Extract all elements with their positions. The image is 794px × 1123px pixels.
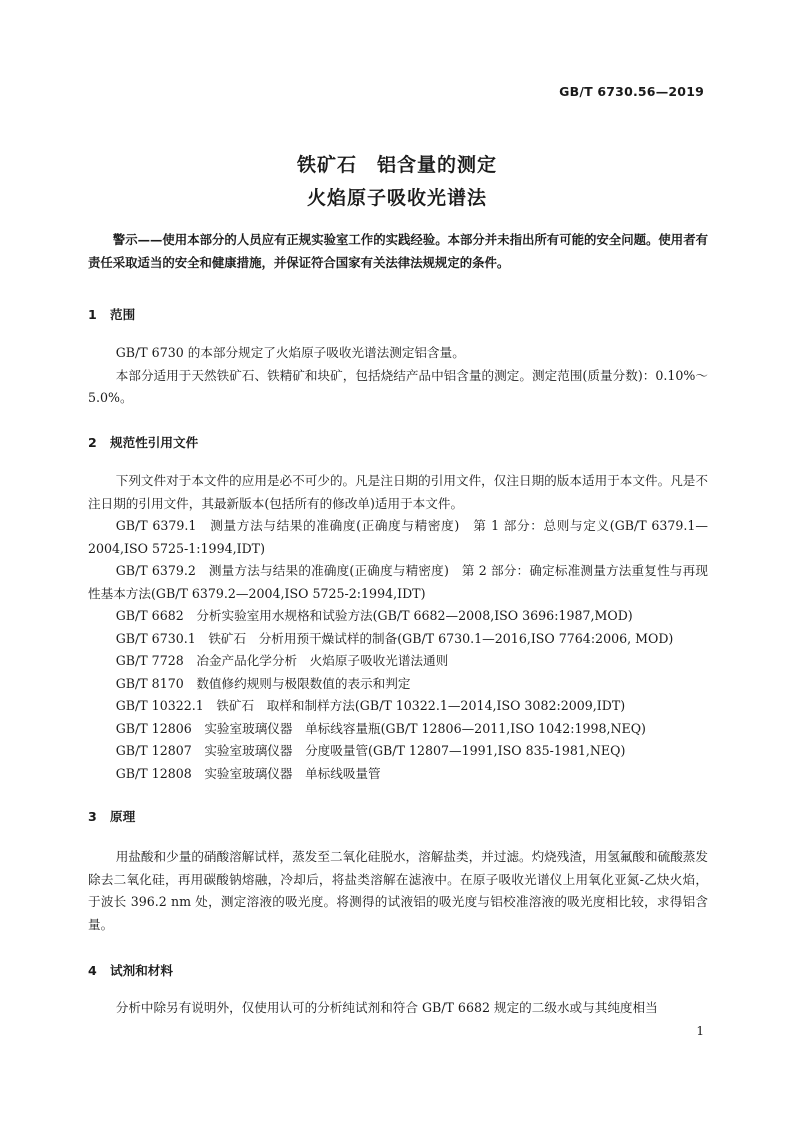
section-heading-scope <box>88 304 135 323</box>
paragraph: 本部分适用于天然铁矿石、铁精矿和块矿，包括烧结产品中铝含量的测定。测定范围(质量分数)：0.10%～5.0%。 <box>88 367 708 405</box>
paragraph: 分析中除另有说明外，仅使用认可的分析纯试剂和符合 GB/T 6682 规定的二级水或与其纯度相当 <box>115 1000 658 1015</box>
section-number: 1 <box>88 307 97 322</box>
safety-warning: 警示——使用本部分的人员应有正规实验室工作的实践经验。本部分并未指出所有可能的安全问题。使用者有责任采取适当的安全和健康措施，并保证符合国家有关法律法规规定的条件。 <box>88 232 708 270</box>
section-body-principle <box>88 846 708 936</box>
reference-item: GB/T 10322.1 铁矿石 取样和制样方法(GB/T 10322.1—2014,ISO 3082:2009,IDT) <box>115 698 626 713</box>
section-number: 2 <box>88 435 97 450</box>
document-title-line1: 铁矿石 铝含量的测定 <box>296 154 497 176</box>
section-number: 3 <box>88 809 97 824</box>
reference-item: GB/T 7728 冶金产品化学分析 火焰原子吸收光谱法通则 <box>115 653 449 668</box>
section-title: 规范性引用文件 <box>110 435 199 450</box>
section-body-normative-references <box>88 470 708 785</box>
section-title: 原理 <box>110 809 136 824</box>
section-heading-reagents <box>88 960 173 979</box>
section-heading-normative-references <box>88 432 198 451</box>
reference-item: GB/T 6682 分析实验室用水规格和试验方法(GB/T 6682—2008,ISO 3696:1987,MOD) <box>115 608 633 623</box>
document-title-line2: 火焰原子吸收光谱法 <box>306 187 487 209</box>
paragraph: 用盐酸和少量的硝酸溶解试样，蒸发至二氧化硅脱水，溶解盐类，并过滤。灼烧残渣，用氢氟酸和硫酸蒸发除去二氧化硅，再用碳酸钠熔融，冷却后，将盐类溶解在滤液中。在原子吸收光谱仪上用氧化亚氮-乙炔火焰，于波长 396.2 nm 处，测定溶液的吸光度。将测得的试液铝的吸光度与铝校准溶液的吸光度相比较，求得铝含量。 <box>88 849 708 932</box>
section-number: 4 <box>88 963 97 978</box>
paragraph: 下列文件对于本文件的应用是必不可少的。凡是注日期的引用文件，仅注日期的版本适用于本文件。凡是不注日期的引用文件，其最新版本(包括所有的修改单)适用于本文件。 <box>88 473 708 511</box>
standard-code: GB/T 6730.56—2019 <box>559 84 704 99</box>
page-number: 1 <box>696 1024 704 1038</box>
reference-item: GB/T 12807 实验室玻璃仪器 分度吸量管(GB/T 12807—1991,ISO 835-1981,NEQ) <box>115 743 626 758</box>
section-title: 试剂和材料 <box>110 963 173 978</box>
reference-item: GB/T 6379.2 测量方法与结果的准确度(正确度与精密度) 第 2 部分：确定标准测量方法重复性与再现性基本方法(GB/T 6379.2—2004,ISO 5725-2:1994,IDT) <box>88 563 708 601</box>
reference-item: GB/T 12808 实验室玻璃仪器 单标线吸量管 <box>115 765 381 781</box>
reference-item: GB/T 6379.1 测量方法与结果的准确度(正确度与精密度) 第 1 部分：总则与定义(GB/T 6379.1—2004,ISO 5725-1:1994,IDT) <box>88 518 708 556</box>
section-heading-principle <box>88 806 135 825</box>
section-body-scope <box>88 342 708 410</box>
section-body-reagents <box>88 997 708 1020</box>
reference-item: GB/T 12806 实验室玻璃仪器 单标线容量瓶(GB/T 12806—2011,ISO 1042:1998,NEQ) <box>115 720 646 736</box>
reference-item: GB/T 8170 数值修约规则与极限数值的表示和判定 <box>115 675 411 691</box>
reference-item: GB/T 6730.1 铁矿石 分析用预干燥试样的制备(GB/T 6730.1—2016,ISO 7764:2006, MOD) <box>115 630 674 646</box>
section-title: 范围 <box>110 307 136 322</box>
paragraph: GB/T 6730 的本部分规定了火焰原子吸收光谱法测定铝含量。 <box>115 345 465 360</box>
